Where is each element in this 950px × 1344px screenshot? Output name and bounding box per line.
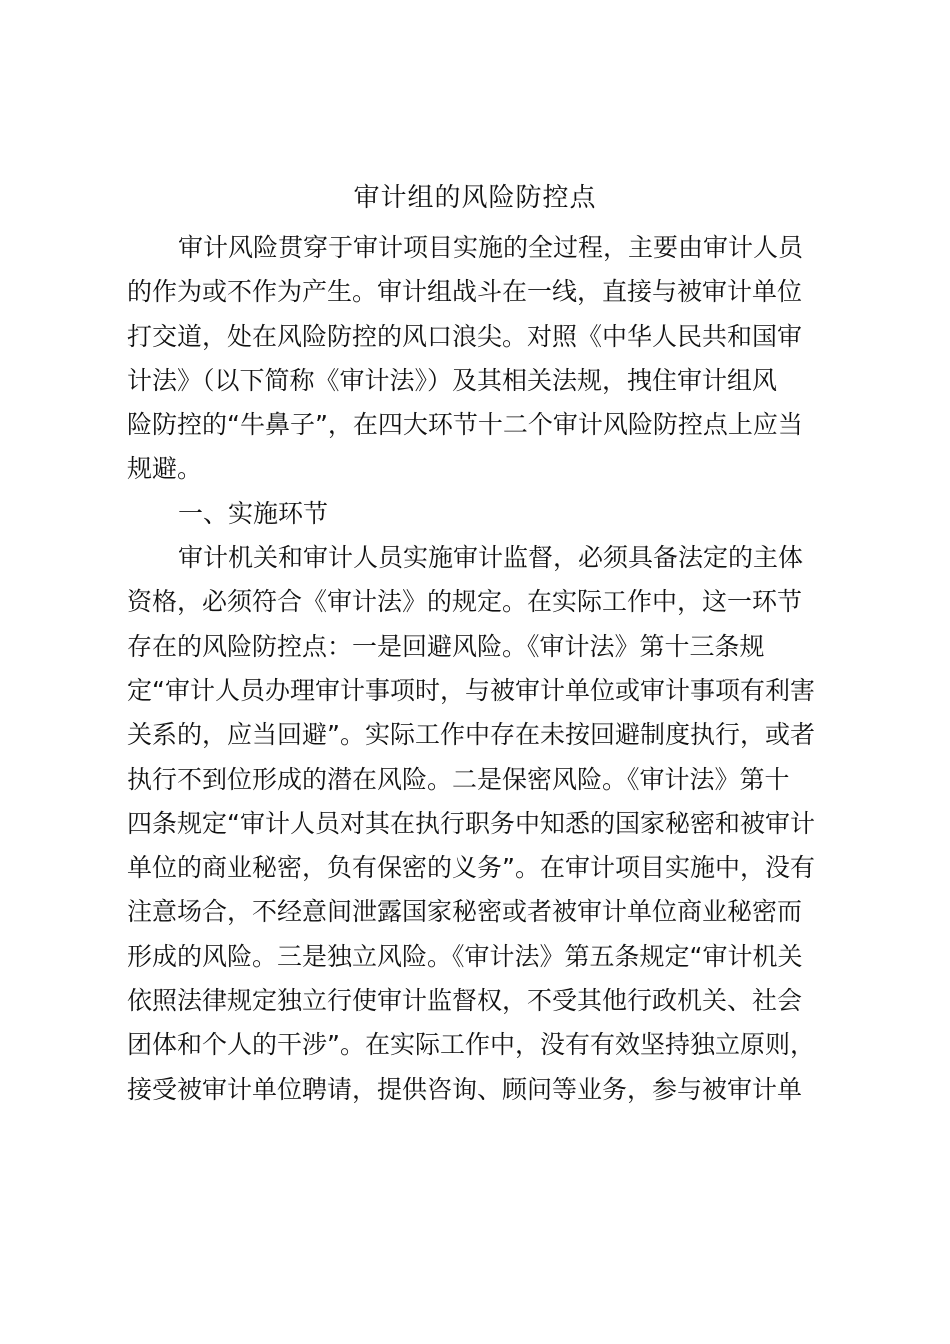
paragraph-line: 四条规定“审计人员对其在执行职务中知悉的国家秘密和被审计 [127, 808, 815, 838]
paragraph-line: 执行不到位形成的潜在风险。二是保密风险。《审计法》第十 [127, 764, 790, 794]
paragraph-line: 存在的风险防控点：一是回避风险。《审计法》第十三条规 [127, 631, 765, 661]
paragraph-line: 接受被审计单位聘请，提供咨询、顾问等业务，参与被审计单 [127, 1074, 803, 1104]
paragraph-line: 审计风险贯穿于审计项目实施的全过程，主要由审计人员 [178, 233, 804, 262]
paragraph-line: 的作为或不作为产生。审计组战斗在一线，直接与被审计单位 [127, 277, 803, 307]
paragraph-line: 险防控的“牛鼻子”，在四大环节十二个审计风险防控点上应当 [127, 410, 803, 440]
paragraph-line: 资格，必须符合《审计法》的规定。在实际工作中，这一环节 [127, 587, 803, 617]
paragraph-line: 审计机关和审计人员实施审计监督，必须具备法定的主体 [178, 543, 804, 573]
paragraph-line: 团体和个人的干涉”。在实际工作中，没有有效坚持独立原则， [127, 1030, 815, 1060]
paragraph-line: 形成的风险。三是独立风险。《审计法》第五条规定“审计机关 [127, 941, 803, 971]
paragraph-line: 规避。 [127, 454, 203, 484]
document-body [127, 226, 837, 1112]
paragraph-line: 关系的，应当回避”。实际工作中存在未按回避制度执行，或者 [127, 720, 815, 750]
document-title: 审计组的风险防控点 [353, 183, 597, 213]
section-heading: 一、实施环节 [178, 498, 329, 528]
paragraph-line: 依照法律规定独立行使审计监督权，不受其他行政机关、社会 [127, 986, 803, 1016]
paragraph-line: 定“审计人员办理审计事项时，与被审计单位或审计事项有利害 [127, 675, 815, 705]
paragraph-line: 注意场合，不经意间泄露国家秘密或者被审计单位商业秘密而 [127, 897, 803, 927]
paragraph-line: 单位的商业秘密，负有保密的义务”。在审计项目实施中，没有 [127, 853, 815, 883]
paragraph-line: 计法》（以下简称《审计法》）及其相关法规，拽住审计组风 [127, 365, 778, 395]
paragraph-line: 打交道，处在风险防控的风口浪尖。对照《中华人民共和国审 [127, 321, 803, 351]
